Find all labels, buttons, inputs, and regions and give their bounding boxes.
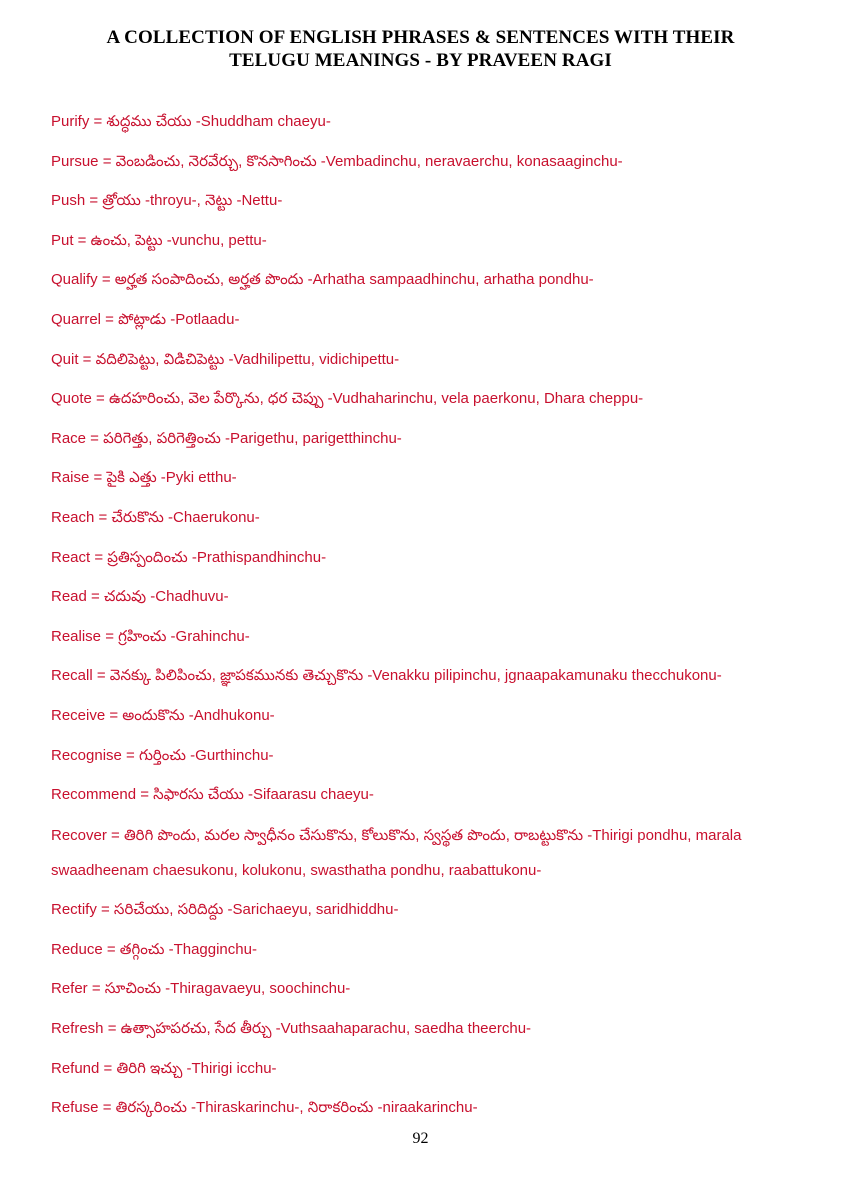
phrase-entry-quarrel: Quarrel = పోట్లాడు -Potlaadu- xyxy=(51,310,240,328)
phrase-entry-reduce: Reduce = తగ్గించు -Thagginchu- xyxy=(51,940,257,958)
phrase-entry-quote: Quote = ఉదహరించు, వెల పేర్కొను, ధర చెప్పు -Vudhaharinchu, vela paerkonu, Dhara cheppu- xyxy=(51,390,644,408)
phrase-entry-recommend: Recommend = సిఫారసు చేయు -Sifaarasu chaeyu- xyxy=(51,786,374,804)
phrase-entry-refuse: Refuse = తిరస్కరించు -Thiraskarinchu-, నిరాకరించు -niraakarinchu- xyxy=(51,1099,478,1117)
page-number: 92 xyxy=(412,1130,429,1147)
phrase-entry-quit: Quit = వదిలిపెట్టు, విడిచిపెట్టు -Vadhilipettu, vidichipettu- xyxy=(51,350,400,368)
phrase-entry-refund: Refund = తిరిగి ఇచ్చు -Thirigi icchu- xyxy=(51,1059,277,1077)
phrase-entry-read: Read = చదువు -Chadhuvu- xyxy=(51,588,229,606)
phrase-list xyxy=(51,110,801,1136)
phrase-entry-purify: Purify = శుద్ధము చేయు -Shuddham chaeyu- xyxy=(51,113,331,130)
phrase-entry-rectify: Rectify = సరిచేయు, సరిదిద్దు -Sarichaeyu, saridhiddhu- xyxy=(51,901,399,919)
phrase-entry-receive: Receive = అందుకొను -Andhukonu- xyxy=(51,706,275,724)
phrase-entry-refresh: Refresh = ఉత్సాహపరచు, సేద తీర్చు -Vuthsaahaparachu, saedha theerchu- xyxy=(51,1020,532,1038)
phrase-entry-recall: Recall = వెనక్కు పిలిపించు, జ్ఞాపకమునకు తెచ్చుకొను -Venakku pilipinchu, jgnaapakamunaku thecchukonu- xyxy=(51,667,722,685)
phrase-entry-react: React = ప్రతిస్పందించు -Prathispandhinchu- xyxy=(51,548,327,566)
phrase-entry-raise: Raise = పైకి ఎత్తు -Pyki etthu- xyxy=(51,469,237,487)
phrase-entry-recognise: Recognise = గుర్తించు -Gurthinchu- xyxy=(51,746,274,764)
phrase-entry-reach: Reach = చేరుకొను -Chaerukonu- xyxy=(51,508,260,526)
phrase-entry-recover: Recover = తిరిగి పొందు, మరల స్వాధీనం చేసుకొను, కోలుకొను, స్వస్థత పొందు, రాబట్టుకొను -Thirigi pondhu, marala swaadheenam chaesukonu, kolukonu, swasthatha pondhu, raabattukonu- xyxy=(51,826,742,879)
phrase-entry-qualify: Qualify = అర్హత సంపాదించు, అర్హత పొందు -Arhatha sampaadhinchu, arhatha pondhu- xyxy=(51,271,594,289)
phrase-entry-race: Race = పరిగెత్తు, పరిగెత్తించు -Parigethu, parigetthinchu- xyxy=(51,429,402,447)
title-line-2: TELUGU MEANINGS - BY PRAVEEN RAGI xyxy=(229,50,612,71)
phrase-entry-refer: Refer = సూచించు -Thiragavaeyu, soochinchu- xyxy=(51,980,351,998)
phrase-entry-pursue: Pursue = వెంబడించు, నెరవేర్చు, కొనసాగించు -Vembadinchu, neravaerchu, konasaaginchu- xyxy=(51,152,623,170)
document-title xyxy=(0,26,841,72)
phrase-entry-put: Put = ఉంచు, పెట్టు -vunchu, pettu- xyxy=(51,231,267,249)
title-line-1: A COLLECTION OF ENGLISH PHRASES & SENTENCES WITH THEIR xyxy=(106,27,735,48)
phrase-entry-realise: Realise = గ్రహించు -Grahinchu- xyxy=(51,627,250,645)
phrase-entry-push: Push = త్రోయు -throyu-, నెట్టు -Nettu- xyxy=(51,192,283,210)
